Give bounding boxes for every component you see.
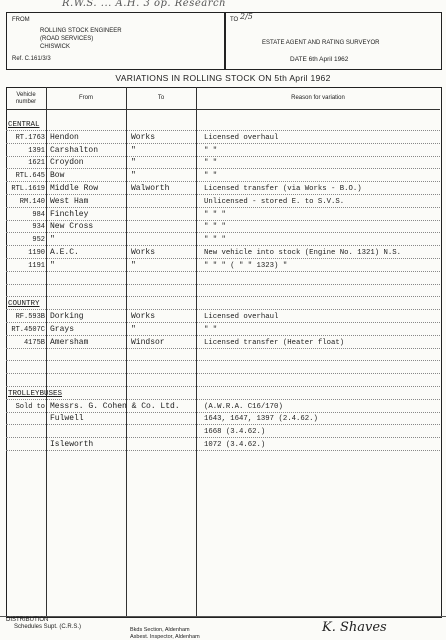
footer-rule [0, 616, 446, 617]
cell-vehicle: RT.1763 [15, 133, 45, 142]
cell-to: " [131, 171, 136, 181]
cell-from: Messrs. G. Cohen & Co. Ltd. [50, 401, 180, 411]
cell-reason: Licensed overhaul [204, 133, 279, 142]
cell-vehicle: 1191 [28, 261, 45, 270]
row-rule [6, 373, 440, 374]
column-header-reason: Reason for variation [291, 95, 345, 101]
distribution-label: DISTRIBUTION [6, 617, 49, 623]
reference-number: Ref. C.161/3/3 [12, 56, 51, 62]
cell-reason: Licensed overhaul [204, 313, 279, 321]
cell-reason: 1072 (3.4.62.) [204, 441, 266, 449]
cell-reason: " " " [204, 210, 226, 219]
distribution-middle-1: Bkds Section, Aldenham [130, 627, 190, 633]
cell-to: Works [131, 132, 156, 142]
from-line-1: ROLLING STOCK ENGINEER [40, 28, 122, 34]
row-rule [6, 245, 440, 246]
cell-reason: 1643, 1647, 1397 (2.4.62.) [204, 415, 318, 424]
column-divider [126, 87, 127, 616]
cell-vehicle: 1621 [28, 159, 45, 168]
cell-vehicle: RM.140 [19, 197, 45, 206]
cell-to: Windsor [131, 337, 165, 347]
cell-vehicle: RF.593B [15, 313, 45, 321]
row-rule [6, 399, 440, 400]
cell-vehicle: 984 [32, 210, 45, 219]
cell-reason: " " [204, 146, 218, 155]
cell-from: West Ham [50, 196, 89, 206]
row-rule [6, 450, 440, 451]
row-rule [6, 220, 440, 221]
cell-reason: Licensed transfer (via Works - B.O.) [204, 185, 362, 193]
column-divider [46, 87, 47, 616]
distribution-line: Schedules Supt. (C.R.S.) [14, 624, 82, 630]
row-rule [6, 360, 440, 361]
column-header-vehicle: Vehicle number [15, 92, 37, 105]
row-rule [6, 424, 440, 425]
cell-from: Finchley [50, 209, 89, 219]
cell-to: Walworth [131, 184, 170, 193]
cell-to: " [131, 324, 136, 334]
cell-reason: Unlicensed - stored E. to S.V.S. [204, 197, 345, 206]
cell-reason: New vehicle into stock (Engine No. 1321) N.S. [204, 249, 402, 257]
cell-from: Grays [50, 324, 75, 334]
to-number: 2/5 [240, 12, 253, 21]
document-date: DATE 6th April 1962 [290, 56, 349, 63]
cell-from: " [50, 235, 55, 245]
cell-vehicle: 4175B [23, 338, 45, 347]
cell-from: A.E.C. [50, 248, 79, 257]
cell-from: Carshalton [50, 145, 99, 155]
cell-reason: 1668 (3.4.62.) [204, 428, 266, 437]
column-header-to: To [157, 95, 165, 101]
cell-from: Croydon [50, 158, 84, 168]
cell-reason: (A.W.R.A. C16/170) [204, 402, 283, 411]
cell-vehicle: RT.4507C [11, 325, 45, 334]
row-rule [6, 232, 440, 233]
row-rule [6, 437, 440, 438]
row-rule [6, 271, 440, 272]
cell-from: Amersham [50, 337, 89, 347]
column-divider [196, 87, 197, 616]
signature: K. Shaves [322, 620, 387, 635]
cell-vehicle: 1190 [28, 249, 45, 257]
cell-reason: " " [204, 325, 218, 334]
cell-reason: " " " [204, 223, 226, 232]
cell-reason: " " [204, 159, 218, 168]
row-rule [6, 168, 440, 169]
row-rule [6, 194, 440, 195]
row-rule [6, 143, 440, 144]
cell-to: Works [131, 248, 156, 257]
cell-from: New Cross [50, 222, 94, 232]
distribution-middle-2: Asbest. Inspector, Aldenham [130, 634, 200, 640]
cell-from: Dorking [50, 312, 84, 321]
cell-to: " [131, 145, 136, 155]
row-rule [6, 412, 440, 413]
cell-reason: " " [204, 172, 218, 181]
row-rule [6, 258, 440, 259]
cell-reason: " " " ( " " 1323) " [204, 261, 288, 270]
cell-vehicle: Sold to [15, 402, 45, 411]
handwritten-note: R.W.S. ... A.H. 3 op. Research [62, 0, 227, 9]
cell-reason: " " " [204, 236, 226, 245]
document-title: VARIATIONS IN ROLLING STOCK ON 5th April 1962 [115, 73, 331, 83]
to-label: TO [230, 17, 239, 23]
from-label: FROM [12, 17, 30, 23]
from-line-3: CHISWICK [40, 44, 70, 50]
row-rule [6, 335, 440, 336]
from-line-2: (ROAD SERVICES) [40, 36, 94, 42]
section-heading: TROLLEYBUSES [8, 389, 63, 398]
row-rule [6, 284, 440, 285]
column-header-from: From [79, 95, 93, 101]
row-rule [6, 386, 440, 387]
cell-vehicle: 1391 [28, 146, 45, 155]
to-recipient: ESTATE AGENT AND RATING SURVEYOR [262, 40, 380, 46]
row-rule [6, 156, 440, 157]
cell-from: " [50, 260, 55, 270]
cell-from: Bow [50, 171, 65, 181]
cell-vehicle: 952 [32, 236, 45, 245]
cell-vehicle: RTL.1619 [11, 185, 45, 193]
cell-from: Hendon [50, 132, 79, 142]
row-rule [6, 309, 440, 310]
row-rule [6, 181, 440, 182]
row-rule [6, 348, 440, 349]
section-heading: COUNTRY [8, 300, 40, 309]
cell-vehicle: 934 [32, 223, 45, 232]
row-rule [6, 296, 440, 297]
cell-from: Fulwell [50, 414, 84, 424]
section-heading: CENTRAL [8, 121, 40, 129]
row-rule [6, 322, 440, 323]
row-rule [6, 207, 440, 208]
row-rule [6, 130, 440, 131]
table-header-rule [6, 109, 440, 110]
cell-from: Isleworth [50, 440, 94, 449]
cell-from: Middle Row [50, 184, 99, 193]
cell-to: " [131, 158, 136, 168]
cell-vehicle: RTL.645 [15, 172, 45, 181]
cell-to: " [131, 260, 136, 270]
cell-reason: Licensed transfer (Heater float) [204, 338, 345, 347]
cell-to: Works [131, 312, 156, 321]
